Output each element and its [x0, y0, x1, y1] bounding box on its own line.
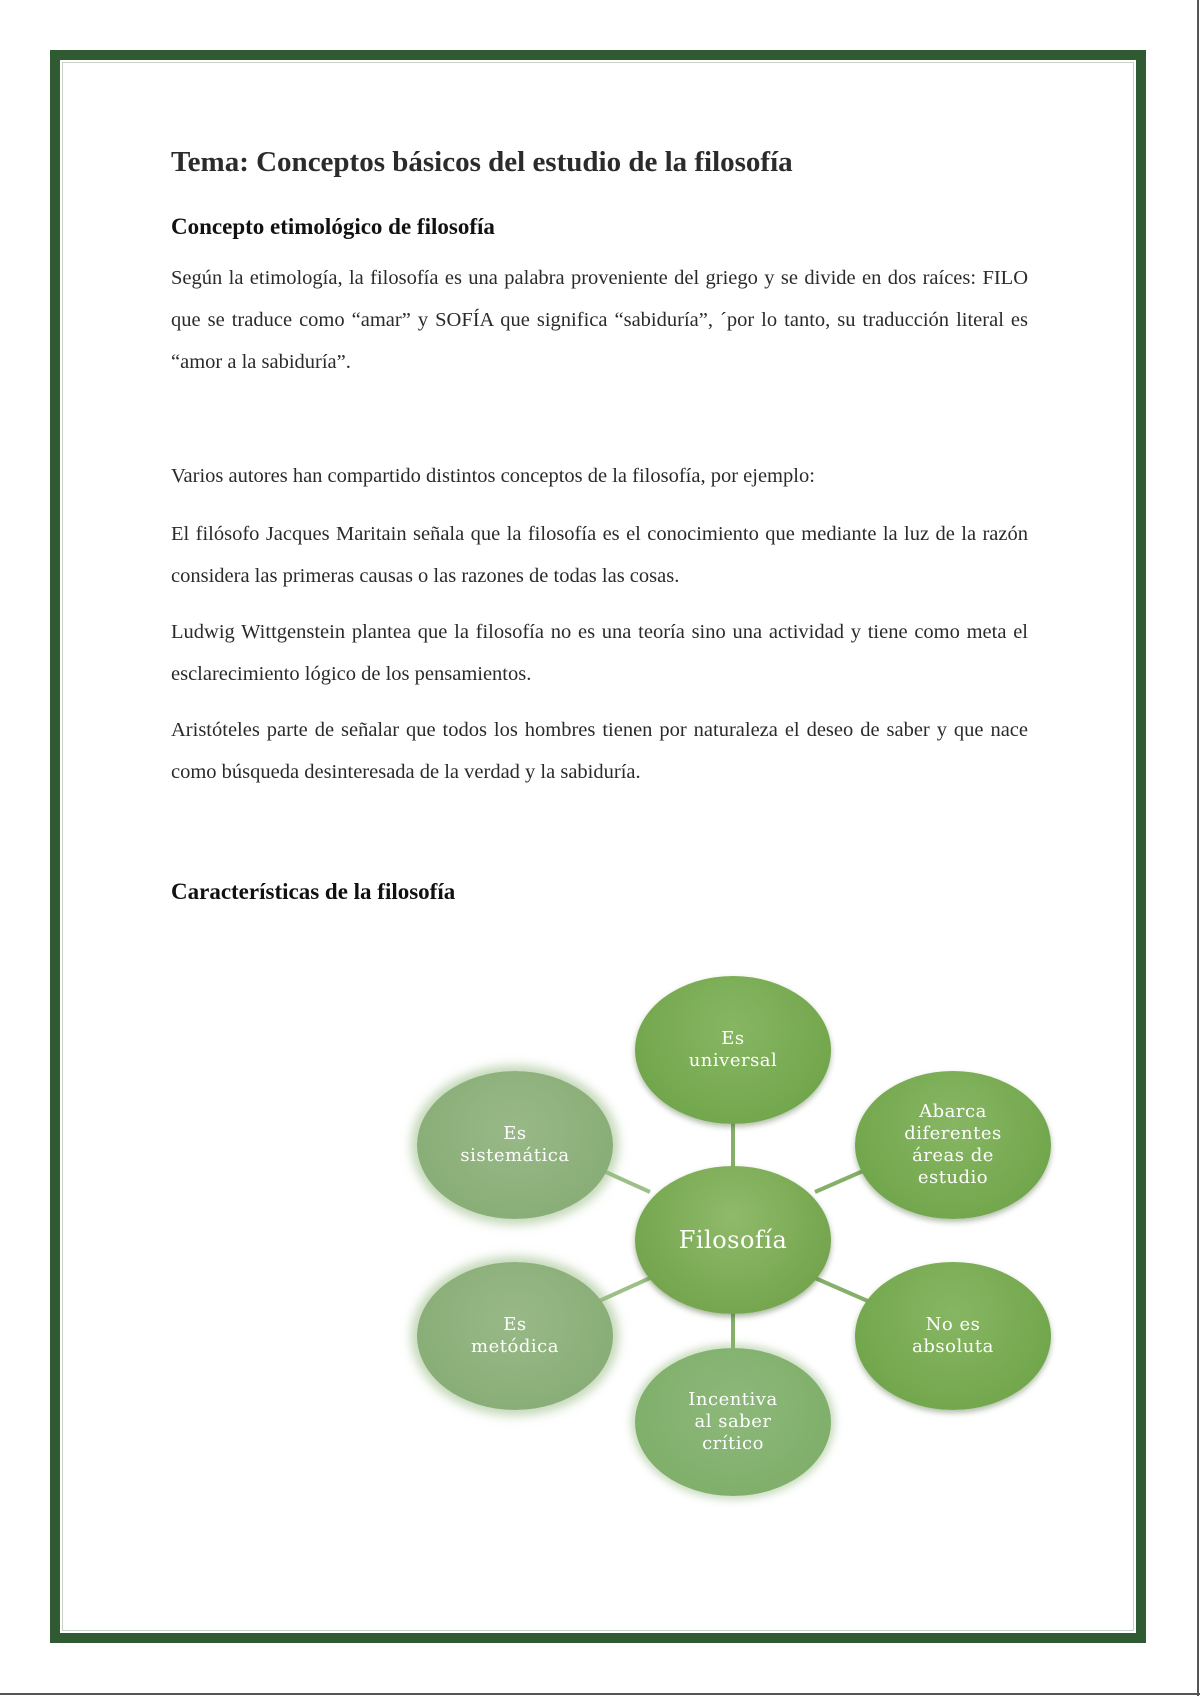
node-no-es-absoluta-line-1: No es [925, 1314, 981, 1335]
node-incentiva-saber-critico [635, 1348, 831, 1496]
node-incentiva-line-2: al saber [694, 1411, 772, 1432]
philosophy-radial-diagram [400, 960, 1080, 1520]
node-abarca-line-2: diferentes [904, 1123, 1002, 1144]
node-es-sistematica-line-1: Es [503, 1123, 527, 1144]
paragraph-wittgenstein: Ludwig Wittgenstein plantea que la filosofía no es una teoría sino una actividad y tiene como meta el esclarecimiento lógico de los pensamientos. [171, 621, 1028, 685]
page-edge-right [1197, 0, 1199, 1696]
node-es-sistematica-line-2: sistemática [460, 1145, 570, 1166]
document-title: Tema: Conceptos básicos del estudio de la filosofía [171, 146, 793, 178]
heading-etymology: Concepto etimológico de filosofía [171, 214, 495, 239]
paragraph-aristoteles: Aristóteles parte de señalar que todos los hombres tienen por naturaleza el deseo de saber y que nace como búsqueda desinteresada de la verdad y la sabiduría. [171, 719, 1028, 783]
node-abarca-line-4: estudio [917, 1167, 989, 1188]
node-es-metodica [417, 1262, 613, 1410]
node-es-metodica-line-2: metódica [471, 1336, 559, 1357]
node-no-es-absoluta [855, 1262, 1051, 1410]
paragraph-etymology: Según la etimología, la filosofía es una palabra proveniente del griego y se divide en dos raíces: FILO que se traduce como “amar” y SOFÍA que significa “sabiduría”, ´por lo tanto, su traducción literal es “amor a la sabiduría”. [171, 267, 1028, 373]
paragraph-maritain: El filósofo Jacques Maritain señala que la filosofía es el conocimiento que mediante la luz de la razón considera las primeras causas o las razones de todas las cosas. [171, 523, 1028, 587]
node-incentiva-line-1: Incentiva [688, 1389, 778, 1410]
node-es-universal [635, 976, 831, 1124]
node-abarca-line-1: Abarca [919, 1101, 987, 1122]
node-filosofia-label: Filosofía [678, 1226, 788, 1254]
connector-bottom-left [597, 1278, 650, 1302]
paragraph-authors-intro: Varios autores han compartido distintos conceptos de la filosofía, por ejemplo: [171, 465, 815, 487]
node-abarca-line-3: áreas de [912, 1145, 994, 1166]
page-edge-bottom [0, 1693, 1200, 1695]
node-filosofia-center [635, 1166, 831, 1314]
node-es-sistematica [417, 1071, 613, 1219]
document-body [171, 140, 1028, 909]
heading-characteristics: Características de la filosofía [171, 879, 456, 904]
node-abarca-diferentes-areas [855, 1071, 1051, 1219]
node-incentiva-line-3: crítico [702, 1433, 764, 1454]
node-es-universal-line-1: Es [721, 1028, 745, 1049]
node-es-universal-line-2: universal [688, 1050, 778, 1071]
connector-bottom-right [815, 1278, 870, 1302]
node-es-metodica-line-1: Es [503, 1314, 527, 1335]
node-no-es-absoluta-line-2: absoluta [912, 1336, 994, 1357]
